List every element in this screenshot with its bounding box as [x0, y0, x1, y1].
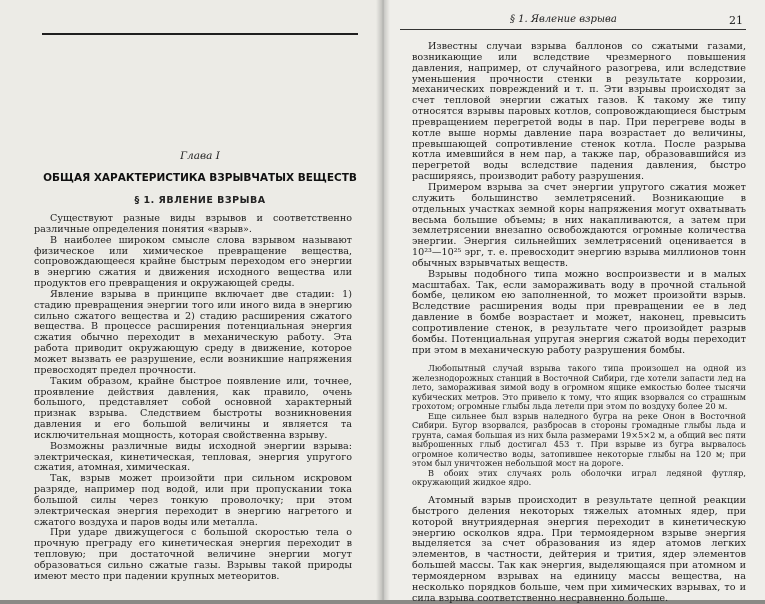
- paragraph: Возможны различные виды исходной энергии взрыва: электрическая, кинетическая, тепловая, энергия упругого сжатия, атомная, химическая.: [34, 440, 352, 474]
- running-header: § 1. Явление взрыва: [510, 14, 617, 25]
- chapter-label: Глава I: [180, 150, 220, 162]
- section-heading: § 1. ЯВЛЕНИЕ ВЗРЫВА: [134, 195, 266, 206]
- top-rule: [42, 33, 358, 35]
- right-text-column: [412, 42, 746, 604]
- paragraph: Явление взрыва в принципе включает две стадии: 1) стадию превращения энергии того или иного вида в энергию сильно сжатого вещества и 2) стадию расширения сжатого вещества. В процессе расширения потенциальная энергия сжатия обычно переходит в механическую работу. Эта работа приводит окружающую среду в движение, которое может вызвать ее разрушение, если возникшие напряжения превосходят предел прочности.: [34, 288, 352, 376]
- paragraph: Таким образом, крайне быстрое появление или, точнее, проявление действия давления, как правило, очень большого, представляет собой основной характерный признак взрыва. Следствием быстроты возникновения давления и его большой величины и является та исключительная мощность, которая свойственна взрыву.: [34, 375, 352, 441]
- paragraph: Атомный взрыв происходит в результате цепной реакции быстрого деления некоторых тяжелых атомных ядер, при которой внутриядерная энергия переходит в кинетическую энергию осколков ядра. При термоядерном взрыве энергия выделяется за счет образования из ядер атомов легких элементов, в частности, дейтерия и трития, ядер элементов большей массы. Так как энергия, выделяющаяся при атомном и термоядерном взрывах на единицу массы вещества, на несколько порядков больше, чем при химических взрывах, то и сила взрыва соответственно несравненно больше.: [412, 494, 746, 604]
- small-print-paragraph: Любопытный случай взрыва такого типа произошел на одной из железнодорожных станций в Восточной Сибири, где хотели запасти лед на лето, замораживая зимой воду в огромном ящике емкостью более тысячи кубических метров. Это привело к тому, что ящик взорвался со страшным грохотом; огромные глыбы льда летели при этом по воздуху более 20 м.: [412, 363, 746, 412]
- paragraph: При ударе движущегося с большой скоростью тела о прочную преграду его кинетическая энергия переходит в тепловую; при достаточной величине энергии могут образоваться сильно сжатые газы. Взрывы такой природы имеют место при падении крупных метеоритов.: [34, 527, 352, 582]
- book-gutter: [376, 0, 390, 600]
- left-text-column: [34, 214, 352, 583]
- paragraph: Существуют разные виды взрывов и соответственно различные определения понятия «взрыв».: [34, 213, 352, 235]
- chapter-title: ОБЩАЯ ХАРАКТЕРИСТИКА ВЗРЫВЧАТЫХ ВЕЩЕСТВ: [43, 172, 357, 184]
- paragraph: В наиболее широком смысле слова взрывом называют физическое или химическое превращение вещества, сопровождающееся крайне быстрым переходом его энергии в энергию сжатия и движения исходного вещества или продуктов его превращения и окружающей среды.: [34, 234, 352, 290]
- small-print-paragraph: В обоих этих случаях роль оболочки играл ледяной футляр, окружающий жидкое ядро.: [412, 467, 746, 488]
- header-rule: [400, 29, 746, 30]
- paragraph: Взрывы подобного типа можно воспроизвести и в малых масштабах. Так, если замораживать воду в прочной стальной бомбе, целиком ею заполненной, то может произойти взрыв. Вследствие расширения воды при превращении ее в лед давление в бомбе возрастает и может, наконец, превысить сопротивление стенок, в результате чего произойдет разрыв бомбы. Потенциальная упругая энергия сжатой воды переходит при этом в механическую работу разрушения бомбы.: [412, 268, 746, 356]
- page-number: 21: [729, 14, 743, 27]
- paragraph: Известны случаи взрыва баллонов со сжатыми газами, возникающие или вследствие чрезмерного повышения давления, например, от случайного разогрева, или вследствие уменьшения прочности стенки в результате коррозии, механических повреждений и т. п. Эти взрывы происходят за счет тепловой энергии сжатых газов. К такому же типу относятся взрывы паровых котлов, сопровождающиеся быстрым превращением перегретой воды в пар. При перегреве воды в котле выше нормы давление пара возрастает до величины, превышающей сопротивление стенок котла. После разрыва котла имевшийся в нем пар, а также пар, образовавшийся из перегретой воды вследствие падения давления, быстро расширяясь, производит работу разрушения.: [412, 41, 746, 183]
- paragraph: Примером взрыва за счет энергии упругого сжатия может служить большинство землетрясений. Возникающие в отдельных участках земной коры напряжения могут охватывать весьма большие объемы; в них накапливаются, а затем при землетрясении внезапно освобождаются огромные количества энергии. Энергия сильнейших землетрясений оценивается в 10²³—10²⁵ эрг, т. е. превосходит энергию взрыва миллионов тонн обычных взрывчатых веществ.: [412, 181, 746, 269]
- paragraph: Так, взрыв может произойти при сильном искровом разряде, например под водой, или при пропускании тока большой силы через тонкую проволочку; при этом электрическая энергия переходит в энергию нагретого и сжатого воздуха и паров воды или металла.: [34, 473, 352, 528]
- left-page: [0, 0, 383, 600]
- small-print-paragraph: Еще сильнее был взрыв наледного бугра на реке Онон в Восточной Сибири. Бугор взорвался, разбросав в стороны громадные глыбы льда и грунта, самая большая из них была размерами 19×5×2 м, а общий вес пяти выброшенных глыб достигал 453 т. При взрыве из бугра вырвалось огромное количество воды, затопившее некоторые глыбы на 120 м; при этом был уничтожен небольшой мост на дороге.: [412, 410, 746, 469]
